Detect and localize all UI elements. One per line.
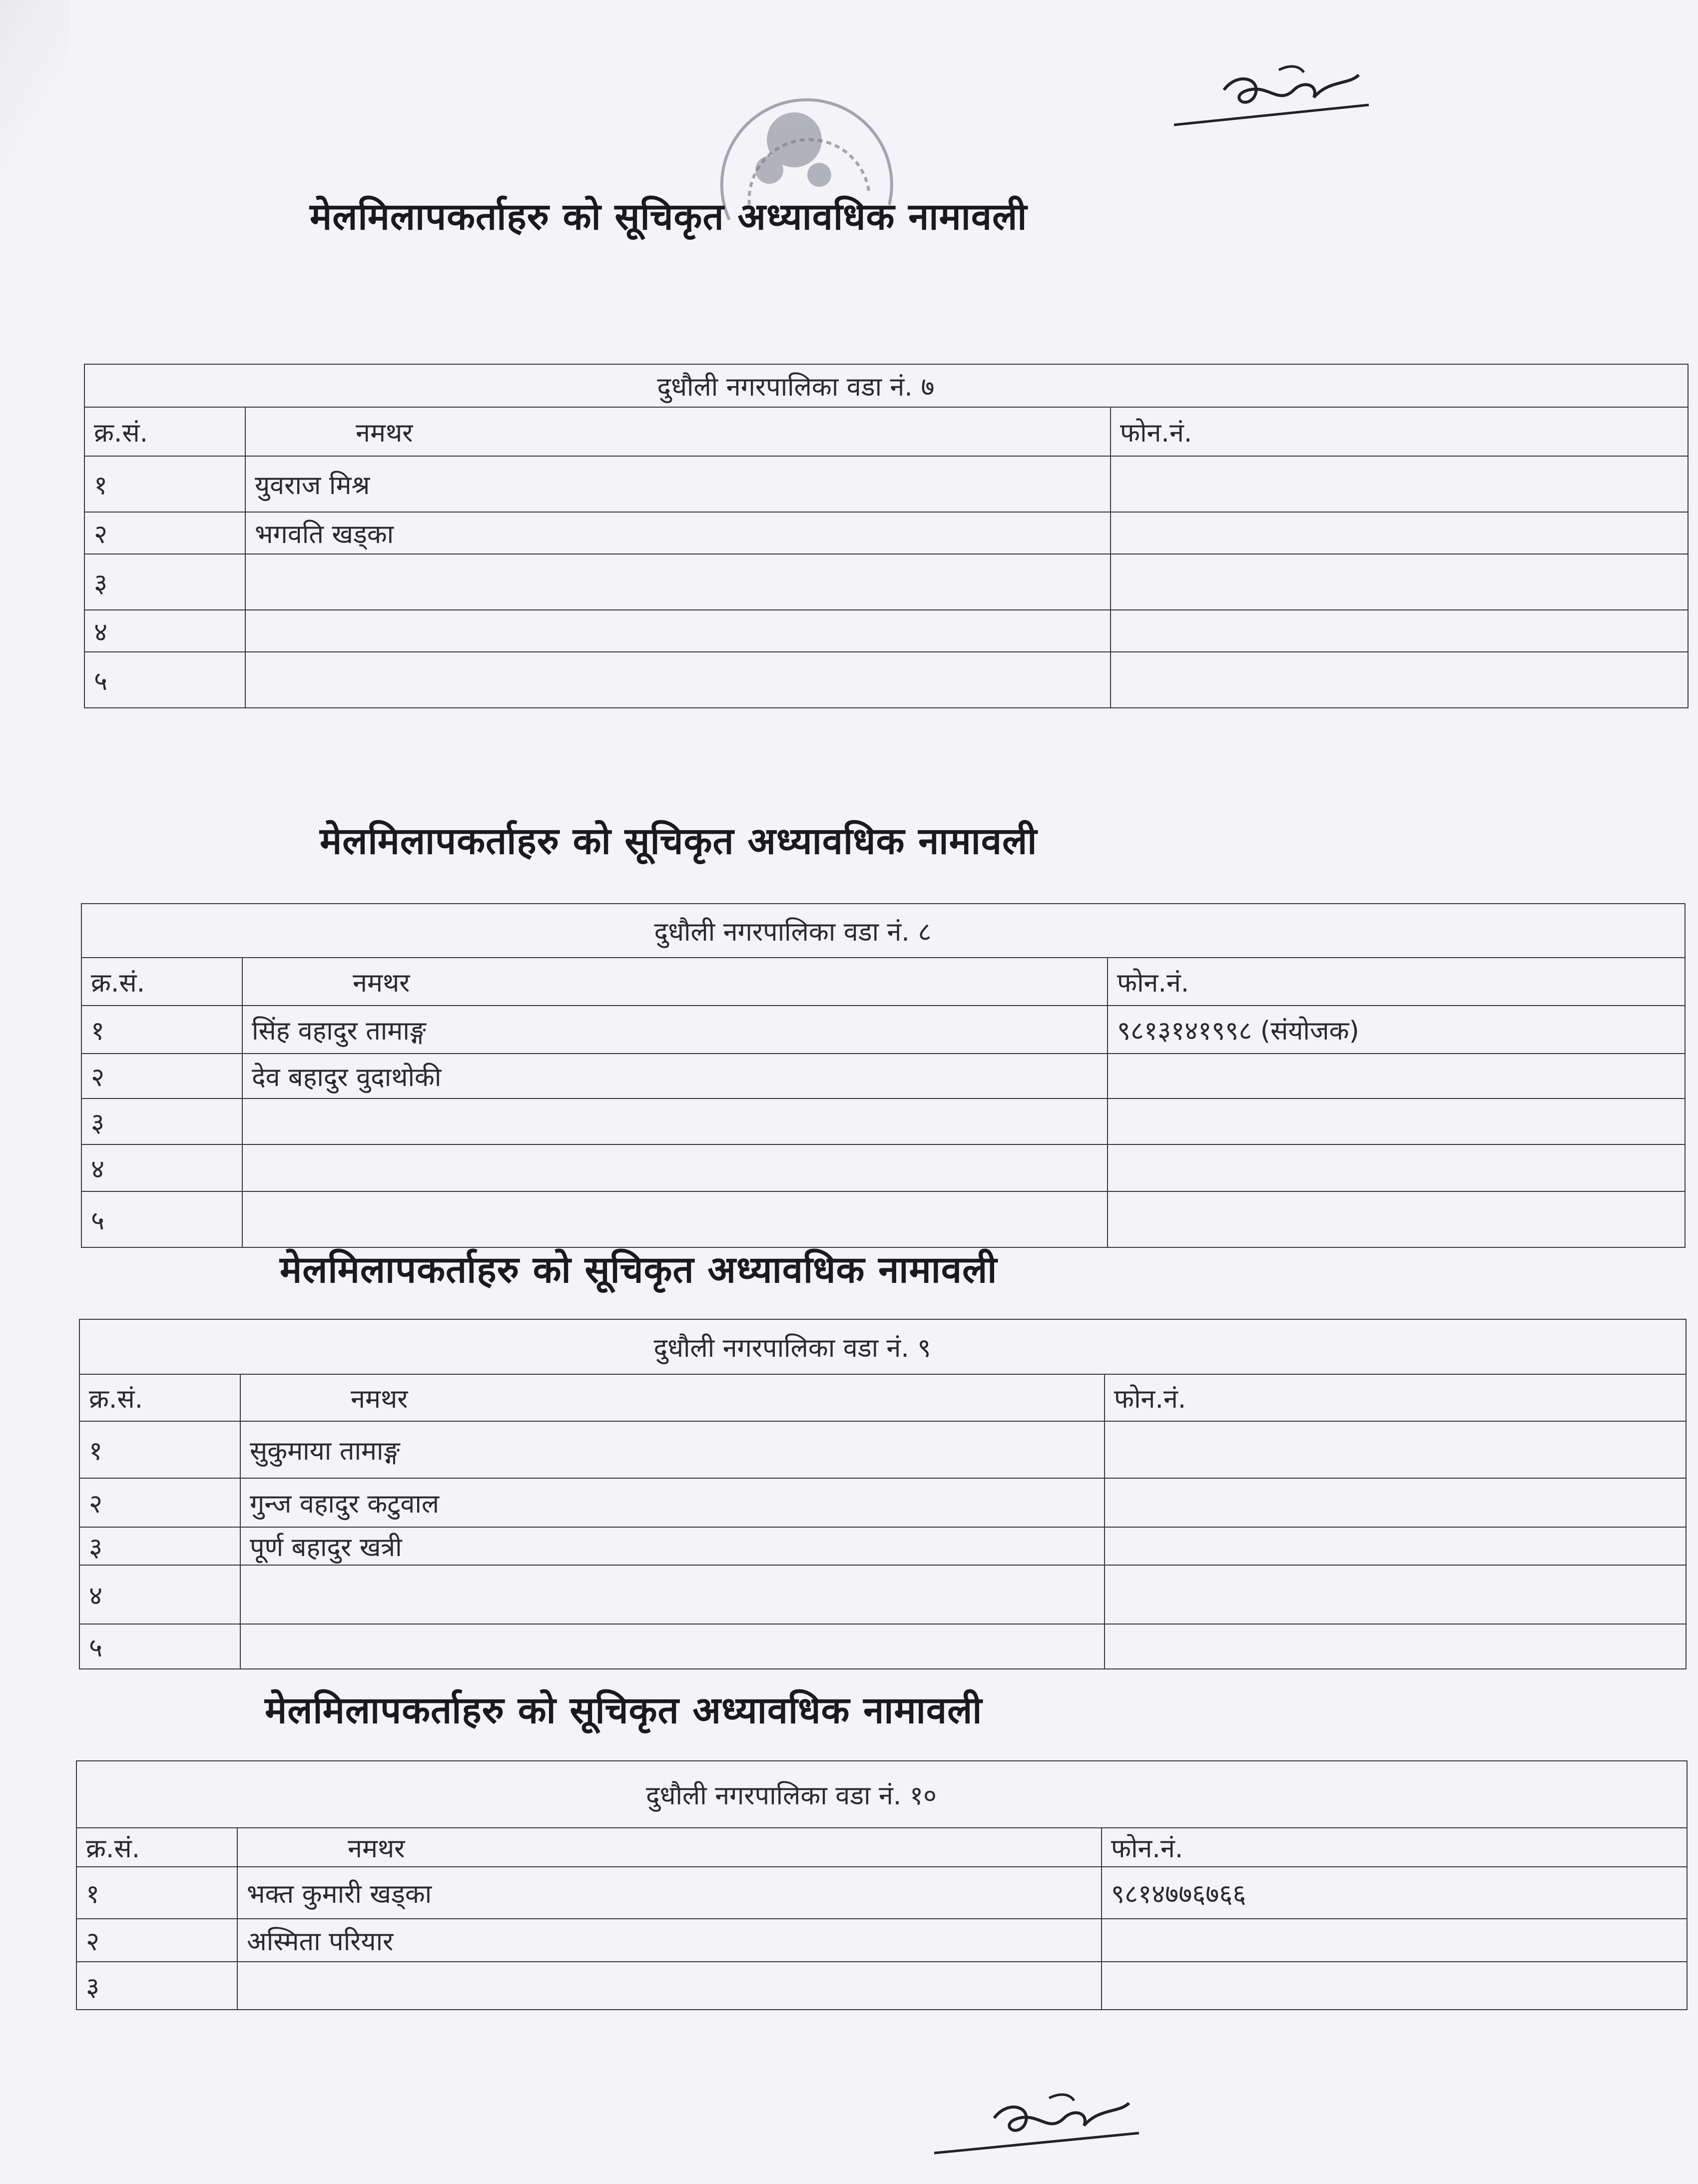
column-header-name: नमथर (245, 407, 1111, 456)
phone-cell (1105, 1478, 1686, 1527)
table-row (76, 1962, 1687, 2010)
table-row (81, 1006, 1685, 1054)
phone-cell (1108, 1191, 1685, 1247)
table-row (76, 1919, 1687, 1962)
table-row (79, 1565, 1686, 1624)
serial-cell: ४ (81, 1144, 242, 1191)
serial-cell: १ (76, 1867, 237, 1919)
name-cell (242, 1144, 1108, 1191)
column-header-phone: फोन.नं. (1111, 407, 1688, 456)
name-cell (240, 1565, 1105, 1624)
column-header-name: नमथर (242, 958, 1108, 1006)
ward-8-table (81, 903, 1686, 1248)
phone-cell (1111, 456, 1688, 512)
serial-cell: ५ (81, 1191, 242, 1247)
phone-cell (1111, 652, 1688, 708)
serial-cell: २ (84, 512, 245, 554)
name-cell (240, 1624, 1105, 1669)
column-header-name: नमथर (240, 1374, 1105, 1421)
name-cell (245, 610, 1111, 652)
ward-7-table (84, 364, 1689, 708)
column-header-phone: फोन.नं. (1108, 958, 1685, 1006)
table-row (84, 554, 1688, 610)
phone-cell (1111, 512, 1688, 554)
column-header-serial: क्र.सं. (84, 407, 245, 456)
name-cell (237, 1962, 1102, 2010)
table-row (84, 512, 1688, 554)
ward-10-table (76, 1760, 1688, 2010)
serial-cell: ५ (79, 1624, 240, 1669)
name-cell (242, 1098, 1108, 1144)
name-cell: भक्त कुमारी खड्का (237, 1867, 1102, 1919)
table-row (84, 456, 1688, 512)
phone-cell (1111, 554, 1688, 610)
column-header-serial: क्र.सं. (79, 1374, 240, 1421)
ward-title: दुधौली नगरपालिका वडा नं. ७ (84, 364, 1688, 407)
table-row (79, 1624, 1686, 1669)
ward-title: दुधौली नगरपालिका वडा नं. ९ (79, 1319, 1686, 1374)
office-stamp (694, 55, 914, 275)
name-cell (245, 554, 1111, 610)
serial-cell: ३ (81, 1098, 242, 1144)
table-row (79, 1527, 1686, 1565)
section-heading: मेलमिलापकर्ताहरु को सूचिकृत अध्यावधिक नामावली (280, 1248, 998, 1291)
name-cell: देव बहादुर वुदाथोकी (242, 1054, 1108, 1098)
section-heading: मेलमिलापकर्ताहरु को सूचिकृत अध्यावधिक नामावली (320, 820, 1038, 863)
column-header-phone: फोन.नं. (1105, 1374, 1686, 1421)
signature-bottom (929, 2073, 1159, 2163)
table-row (81, 1191, 1685, 1247)
phone-cell (1111, 610, 1688, 652)
serial-cell: १ (84, 456, 245, 512)
name-cell: सिंह वहादुर तामाङ्ग (242, 1006, 1108, 1054)
serial-cell: ५ (84, 652, 245, 708)
serial-cell: ३ (79, 1527, 240, 1565)
name-cell: पूर्ण बहादुर खत्री (240, 1527, 1105, 1565)
signature-top (1169, 50, 1379, 135)
name-cell: युवराज मिश्र (245, 456, 1111, 512)
serial-cell: २ (81, 1054, 242, 1098)
table-row (76, 1867, 1687, 1919)
phone-cell: ९८१३१४१९९८ (संयोजक) (1108, 1006, 1685, 1054)
table-row (81, 1144, 1685, 1191)
column-header-serial: क्र.सं. (76, 1828, 237, 1867)
phone-cell (1105, 1624, 1686, 1669)
serial-cell: २ (79, 1478, 240, 1527)
table-row (79, 1478, 1686, 1527)
phone-cell (1102, 1919, 1687, 1962)
page-edge-shadow (0, 0, 70, 210)
name-cell: अस्मिता परियार (237, 1919, 1102, 1962)
table-row (84, 610, 1688, 652)
ward-title: दुधौली नगरपालिका वडा नं. १० (76, 1761, 1687, 1828)
section-heading: मेलमिलापकर्ताहरु को सूचिकृत अध्यावधिक नामावली (310, 195, 1028, 238)
phone-cell (1105, 1565, 1686, 1624)
name-cell (245, 652, 1111, 708)
section-heading: मेलमिलापकर्ताहरु को सूचिकृत अध्यावधिक नामावली (265, 1689, 983, 1732)
phone-cell (1108, 1144, 1685, 1191)
table-row (79, 1421, 1686, 1478)
column-header-serial: क्र.सं. (81, 958, 242, 1006)
table-row (84, 652, 1688, 708)
serial-cell: ४ (84, 610, 245, 652)
phone-cell (1102, 1962, 1687, 2010)
table-row (81, 1098, 1685, 1144)
name-cell: गुन्ज वहादुर कटुवाल (240, 1478, 1105, 1527)
serial-cell: ३ (84, 554, 245, 610)
serial-cell: ४ (79, 1565, 240, 1624)
name-cell: भगवति खड्का (245, 512, 1111, 554)
name-cell: सुकुमाया तामाङ्ग (240, 1421, 1105, 1478)
column-header-phone: फोन.नं. (1102, 1828, 1687, 1867)
ward-9-table (79, 1319, 1687, 1669)
ward-title: दुधौली नगरपालिका वडा नं. ८ (81, 904, 1685, 958)
serial-cell: १ (81, 1006, 242, 1054)
column-header-name: नमथर (237, 1828, 1102, 1867)
name-cell (242, 1191, 1108, 1247)
phone-cell (1108, 1098, 1685, 1144)
phone-cell (1105, 1421, 1686, 1478)
phone-cell: ९८१४७७६७६६ (1102, 1867, 1687, 1919)
phone-cell (1108, 1054, 1685, 1098)
table-row (81, 1054, 1685, 1098)
serial-cell: २ (76, 1919, 237, 1962)
serial-cell: १ (79, 1421, 240, 1478)
phone-cell (1105, 1527, 1686, 1565)
serial-cell: ३ (76, 1962, 237, 2010)
